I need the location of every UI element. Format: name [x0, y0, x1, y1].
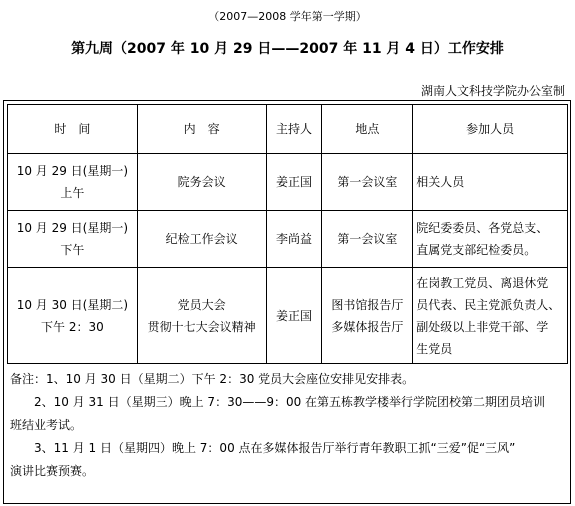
attendees-line: 员代表、民主党派负责人、: [416, 297, 561, 312]
schedule-table: [7, 104, 568, 364]
content-cell: 院务会议: [137, 154, 266, 211]
time-cell: [8, 268, 138, 364]
column-header-attendees: 参加人员: [413, 105, 568, 154]
note-line: 备注：1、10 月 30 日（星期二）下午 2：30 党员大会座位安排见安排表。: [10, 372, 415, 386]
place-cell: [322, 268, 413, 364]
attendees-line: 直属党支部纪检委员。: [416, 243, 537, 257]
note-line: 2、10 月 31 日（星期三）晚上 7：30——9：00 在第五栋教学楼举行学院团校第二期团员培训: [34, 395, 546, 409]
content-cell: [137, 268, 266, 364]
time-period: 下午 2：30: [41, 319, 104, 334]
table-row: [8, 154, 568, 211]
attendees-cell: 相关人员: [413, 154, 568, 211]
host-cell: 姜正国: [266, 154, 322, 211]
place-line: 图书馆报告厅: [331, 297, 404, 312]
host-cell: 姜正国: [266, 268, 322, 364]
place-cell: 第一会议室: [322, 154, 413, 211]
note-line: 演讲比赛预赛。: [10, 464, 95, 478]
time-date: 10 月 29 日(星期一): [16, 221, 129, 235]
content-cell: 纪检工作会议: [137, 211, 266, 268]
attendees-line: 院纪委委员、各党总支、: [416, 221, 549, 235]
attendees-cell: [413, 211, 568, 268]
notes-section: [10, 368, 565, 483]
attendees-line: 副处级以上非党干部、学: [416, 319, 549, 334]
column-header-content: 内 容: [137, 105, 266, 154]
time-period: 下午: [60, 243, 85, 257]
column-header-time: 时 间: [8, 105, 138, 154]
attendees-line: 在岗教工党员、离退休党: [416, 275, 549, 290]
column-header-place: 地点: [322, 105, 413, 154]
place-cell: 第一会议室: [322, 211, 413, 268]
time-date: 10 月 29 日(星期一): [16, 164, 129, 178]
time-date: 10 月 30 日(星期二): [16, 297, 129, 312]
time-cell: [8, 154, 138, 211]
content-line: 贯彻十七大会议精神: [147, 319, 256, 334]
note-line: 3、11 月 1 日（星期四）晚上 7：00 点在多媒体报告厅举行青年教职工抓“三爱”促“三风”: [34, 441, 516, 455]
content-line: 党员大会: [177, 297, 226, 312]
time-period: 上午: [60, 186, 85, 200]
table-row: [8, 211, 568, 268]
table-header-row: [8, 105, 568, 154]
attendees-cell: [413, 268, 568, 364]
office-label: 湖南人文科技学院办公室制: [420, 84, 565, 98]
place-line: 多媒体报告厅: [331, 319, 404, 334]
column-header-host: 主持人: [266, 105, 322, 154]
host-cell: 李尚益: [266, 211, 322, 268]
table-row: [8, 268, 568, 364]
time-cell: [8, 211, 138, 268]
semester-line: （2007—2008 学年第一学期）: [208, 10, 367, 23]
attendees-line: 生党员: [416, 341, 453, 356]
page-title: 第九周（2007 年 10 月 29 日——2007 年 11 月 4 日）工作安排: [71, 41, 504, 57]
note-line: 班结业考试。: [10, 418, 83, 432]
